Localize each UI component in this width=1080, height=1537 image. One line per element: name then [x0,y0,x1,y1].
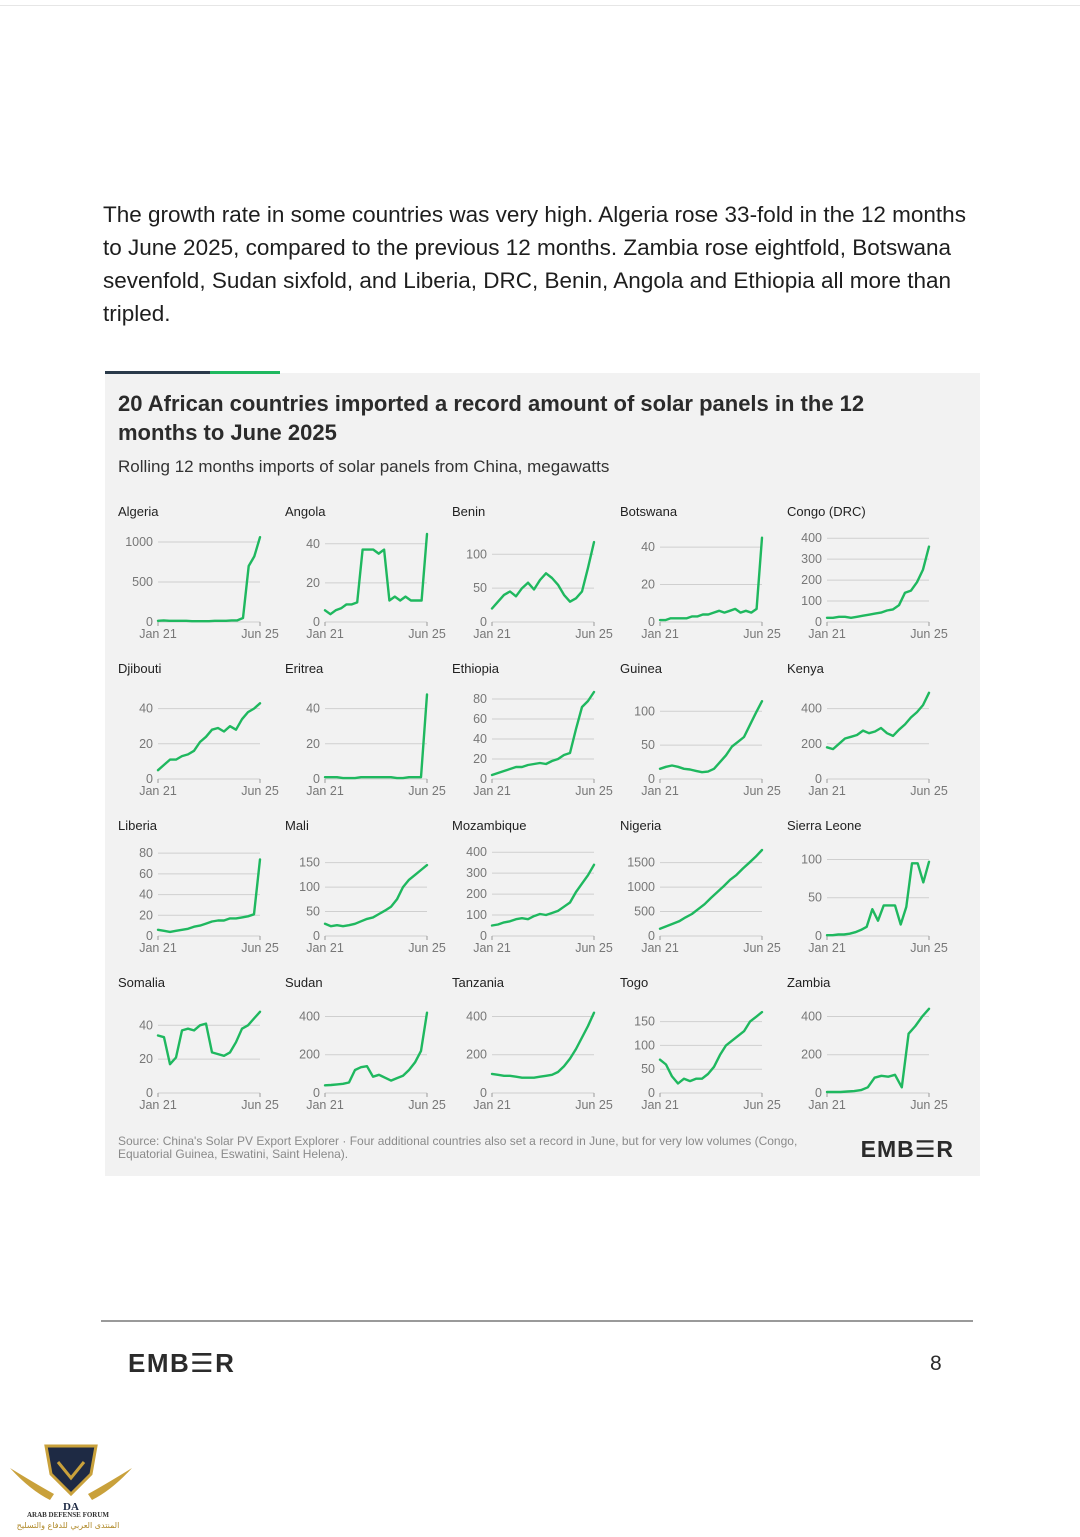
ytick-label-ethiopia: 60 [473,712,487,726]
panel-title-congo-drc: Congo (DRC) [787,504,866,519]
xtick-label-togo: Jun 25 [743,1098,781,1112]
xtick-label-benin: Jun 25 [575,627,613,641]
ytick-label-zambia: 200 [801,1047,822,1062]
ytick-label-eritrea: 20 [306,736,320,751]
ytick-label-somalia: 20 [139,1052,153,1067]
ytick-label-tanzania: 200 [466,1047,487,1062]
ytick-label-mozambique: 400 [466,845,487,860]
ytick-label-togo: 50 [641,1062,655,1077]
xtick-label-algeria: Jun 25 [241,627,279,641]
xtick-label-sudan: Jan 21 [306,1098,344,1112]
xtick-label-ethiopia: Jan 21 [473,784,511,798]
ytick-label-botswana: 0 [648,615,655,629]
panel-title-togo: Togo [620,975,649,990]
panel-title-mali: Mali [285,818,309,833]
xtick-label-tanzania: Jan 21 [473,1098,511,1112]
xtick-label-congo-drc: Jun 25 [910,627,948,641]
footer-divider [101,1320,973,1322]
xtick-label-algeria: Jan 21 [139,627,177,641]
xtick-label-mali: Jan 21 [306,941,344,955]
ytick-label-algeria: 1000 [125,535,153,549]
ytick-label-congo-drc: 0 [815,615,822,629]
xtick-label-botswana: Jan 21 [641,627,679,641]
ytick-label-algeria: 0 [146,615,153,629]
ytick-label-ethiopia: 20 [473,752,487,766]
ytick-label-djibouti: 0 [146,772,153,786]
forum-arabic-name: المنتدى العربي للدفاع والتسليح [16,1521,120,1530]
xtick-label-djibouti: Jan 21 [139,784,177,798]
ytick-label-somalia: 40 [139,1018,153,1033]
ytick-label-sudan: 200 [299,1047,320,1062]
panel-title-mozambique: Mozambique [452,818,527,833]
series-line-somalia [158,1012,260,1064]
page-number: 8 [930,1352,942,1375]
ytick-label-zambia: 0 [815,1086,822,1100]
ytick-label-mali: 150 [299,855,320,870]
xtick-label-liberia: Jun 25 [241,941,279,955]
xtick-label-nigeria: Jun 25 [743,941,781,955]
series-line-mozambique [492,865,594,926]
xtick-label-kenya: Jun 25 [910,784,948,798]
xtick-label-mali: Jun 25 [408,941,446,955]
ytick-label-angola: 40 [306,536,320,551]
ytick-label-kenya: 400 [801,701,822,716]
xtick-label-mozambique: Jan 21 [473,941,511,955]
panel-title-algeria: Algeria [118,504,159,519]
ytick-label-togo: 0 [648,1086,655,1100]
xtick-label-zambia: Jan 21 [808,1098,846,1112]
ytick-label-congo-drc: 200 [801,573,822,588]
ember-logo: EMB☰R [860,1136,954,1162]
ytick-label-mozambique: 100 [466,908,487,923]
ytick-label-kenya: 200 [801,736,822,751]
series-line-kenya [827,693,929,749]
ytick-label-liberia: 80 [139,846,153,861]
ytick-label-mozambique: 300 [466,866,487,881]
series-line-djibouti [158,703,260,770]
small-multiples-grid [105,373,980,1176]
ytick-label-guinea: 0 [648,772,655,786]
top-divider [0,5,1080,6]
ytick-label-nigeria: 1000 [627,880,655,895]
panel-title-nigeria: Nigeria [620,818,662,833]
ytick-label-congo-drc: 300 [801,552,822,567]
ytick-label-liberia: 20 [139,908,153,923]
series-line-mali [325,865,427,926]
ytick-label-guinea: 50 [641,738,655,753]
xtick-label-angola: Jun 25 [408,627,446,641]
xtick-label-liberia: Jan 21 [139,941,177,955]
panel-title-benin: Benin [452,504,486,519]
panel-title-angola: Angola [285,504,326,519]
ytick-label-angola: 20 [306,575,320,590]
source-note: Source: China's Solar PV Export Explorer · Four additional countries also set a record in June, but for very low volumes (Congo, Equatorial Guinea, Eswatini, Saint Helena). [118,1134,798,1161]
xtick-label-benin: Jan 21 [473,627,511,641]
xtick-label-congo-drc: Jan 21 [808,627,846,641]
ytick-label-mozambique: 0 [480,929,487,943]
series-line-liberia [158,859,260,932]
xtick-label-sierra-leone: Jun 25 [910,941,948,955]
ytick-label-mali: 50 [306,904,320,919]
panel-title-eritrea: Eritrea [285,661,324,676]
footer-ember-logo: EMB☰R [128,1348,236,1378]
xtick-label-tanzania: Jun 25 [575,1098,613,1112]
ytick-label-togo: 100 [634,1038,655,1053]
xtick-label-angola: Jan 21 [306,627,344,641]
xtick-label-guinea: Jan 21 [641,784,679,798]
xtick-label-somalia: Jun 25 [241,1098,279,1112]
ytick-label-tanzania: 400 [466,1009,487,1024]
ytick-label-ethiopia: 0 [480,772,487,786]
xtick-label-sierra-leone: Jan 21 [808,941,846,955]
series-line-eritrea [325,695,427,779]
xtick-label-botswana: Jun 25 [743,627,781,641]
series-line-sierra-leone [827,862,929,935]
ytick-label-benin: 50 [473,581,487,596]
ytick-label-sudan: 0 [313,1086,320,1100]
ytick-label-mali: 100 [299,880,320,895]
xtick-label-sudan: Jun 25 [408,1098,446,1112]
chart-subtitle: Rolling 12 months imports of solar panels from China, megawatts [118,457,610,476]
forum-name: ARAB DEFENSE FORUM [26,1511,110,1519]
panel-title-somalia: Somalia [118,975,165,990]
ytick-label-liberia: 40 [139,887,153,902]
panel-title-sudan: Sudan [285,975,323,990]
panel-title-kenya: Kenya [787,661,824,676]
series-line-nigeria [660,850,762,929]
ytick-label-angola: 0 [313,615,320,629]
xtick-label-eritrea: Jan 21 [306,784,344,798]
series-line-sudan [325,1013,427,1086]
xtick-label-eritrea: Jun 25 [408,784,446,798]
series-line-zambia [827,1009,929,1092]
panel-title-sierra-leone: Sierra Leone [787,818,862,833]
ytick-label-ethiopia: 80 [473,692,487,706]
series-line-congo-drc [827,547,929,618]
series-line-tanzania [492,1013,594,1078]
ytick-label-botswana: 40 [641,540,655,555]
xtick-label-guinea: Jun 25 [743,784,781,798]
ytick-label-togo: 150 [634,1014,655,1029]
panel-title-zambia: Zambia [787,975,831,990]
series-line-ethiopia [492,692,594,775]
ytick-label-sierra-leone: 50 [808,890,822,905]
panel-title-djibouti: Djibouti [118,661,162,676]
xtick-label-djibouti: Jun 25 [241,784,279,798]
ytick-label-tanzania: 0 [480,1086,487,1100]
ytick-label-somalia: 0 [146,1086,153,1100]
ytick-label-eritrea: 40 [306,701,320,716]
chart-title: 20 African countries imported a record amount of solar panels in the 12 months to June 2025 [118,391,865,445]
panel-title-guinea: Guinea [620,661,662,676]
ytick-label-liberia: 60 [139,866,153,881]
xtick-label-nigeria: Jan 21 [641,941,679,955]
ytick-label-algeria: 500 [132,575,153,589]
ytick-label-mozambique: 200 [466,887,487,902]
ytick-label-botswana: 20 [641,577,655,592]
ytick-label-liberia: 0 [146,929,153,943]
forum-initials: DA [63,1501,79,1513]
series-line-benin [492,542,594,608]
series-line-angola [325,534,427,614]
ytick-label-congo-drc: 400 [801,531,822,546]
ytick-label-congo-drc: 100 [801,594,822,609]
xtick-label-zambia: Jun 25 [910,1098,948,1112]
series-line-algeria [158,537,260,621]
panel-title-botswana: Botswana [620,504,678,519]
ytick-label-sierra-leone: 0 [815,929,822,943]
ytick-label-zambia: 400 [801,1009,822,1024]
ytick-label-mali: 0 [313,929,320,943]
ytick-label-djibouti: 20 [139,736,153,751]
ytick-label-nigeria: 0 [648,929,655,943]
series-line-guinea [660,701,762,772]
intro-paragraph: The growth rate in some countries was very high. Algeria rose 33-fold in the 12 months to June 2025, compared to the previous 12 months. Zambia rose eightfold, Botswana sevenfold, Sudan sixfold, and Liberia, DRC, Benin, Angola and Ethiopia all more than tripled. [103,202,966,326]
ytick-label-nigeria: 500 [634,904,655,919]
ytick-label-guinea: 100 [634,704,655,719]
series-line-togo [660,1012,762,1083]
ytick-label-kenya: 0 [815,772,822,786]
ytick-label-djibouti: 40 [139,701,153,716]
ytick-label-sierra-leone: 100 [801,852,822,867]
xtick-label-kenya: Jan 21 [808,784,846,798]
ytick-label-ethiopia: 40 [473,732,487,746]
xtick-label-somalia: Jan 21 [139,1098,177,1112]
ytick-label-nigeria: 1500 [627,855,655,870]
ytick-label-eritrea: 0 [313,772,320,786]
ytick-label-benin: 100 [466,547,487,562]
ytick-label-sudan: 400 [299,1009,320,1024]
xtick-label-ethiopia: Jun 25 [575,784,613,798]
series-line-botswana [660,538,762,620]
xtick-label-togo: Jan 21 [641,1098,679,1112]
panel-title-liberia: Liberia [118,818,158,833]
panel-title-tanzania: Tanzania [452,975,505,990]
chart-card [105,373,980,1176]
xtick-label-mozambique: Jun 25 [575,941,613,955]
panel-title-ethiopia: Ethiopia [452,661,499,676]
ytick-label-benin: 0 [480,615,487,629]
